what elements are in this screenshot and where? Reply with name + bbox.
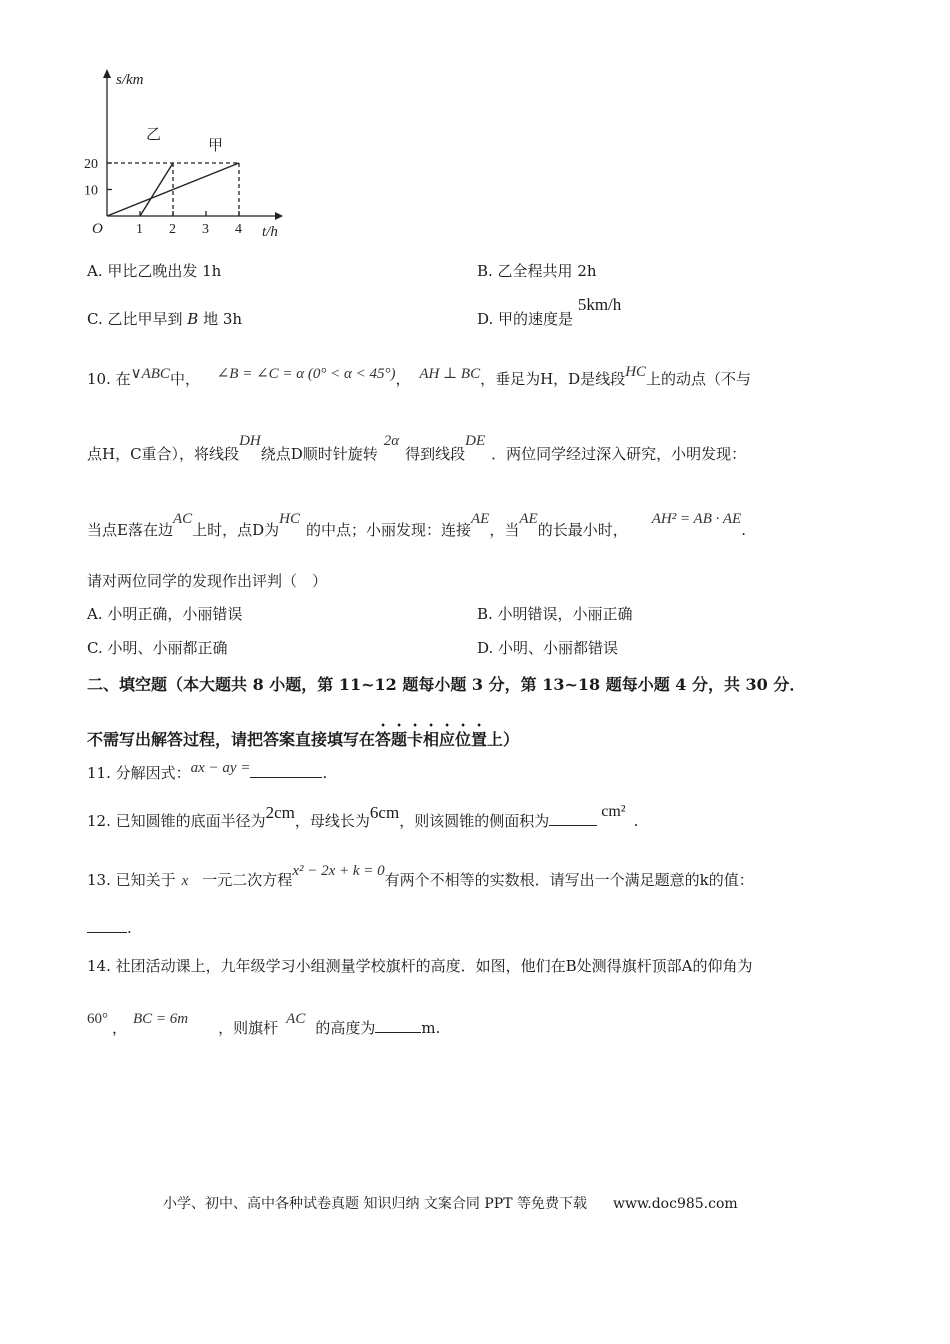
section2-line2-emphasis: 答题卡相应位置	[375, 730, 488, 749]
q12-line	[87, 803, 639, 831]
q9-option-c-post: 地 3h	[203, 310, 243, 328]
q14-unit: m.	[421, 1019, 441, 1037]
q10-l2-b: DH	[239, 433, 261, 449]
q10-line-1	[87, 364, 752, 389]
q14-post: 的高度为	[315, 1019, 376, 1037]
q9-option-c-var: B	[187, 310, 199, 328]
q14-ac: AC	[286, 1011, 306, 1027]
y-tick-label: 10	[84, 183, 98, 199]
q12-end: .	[633, 812, 639, 830]
footer-url[interactable]: www.doc985.com	[612, 1196, 738, 1212]
q10-l1-f: AH ⊥ BC	[419, 366, 481, 382]
q10-l1-a: 10. 在	[87, 370, 131, 388]
q10-l1-d: ∠B = ∠C = α (0° < α < 45°)	[216, 366, 396, 382]
q10-l2-a: 点H，C重合），将线段	[87, 445, 240, 463]
q10-l3-f: AE	[471, 511, 490, 527]
y-axis-arrow	[103, 69, 111, 78]
q13-var: x	[181, 873, 189, 889]
q10-l3-h: AE	[519, 511, 538, 527]
q10-l1-c: 中，	[169, 370, 200, 388]
q10-line-3	[87, 511, 746, 540]
x-axis-arrow	[275, 212, 283, 220]
q12-mid: ，母线长为	[294, 812, 370, 830]
q10-option-c: C. 小明、小丽都正确	[87, 639, 228, 657]
q10-l2-e: 得到线段	[405, 445, 466, 463]
q10-option-a: A. 小明正确，小丽错误	[87, 605, 243, 623]
q14-comma: ，	[112, 1019, 128, 1037]
origin-label: O	[92, 221, 103, 237]
q10-l3-k: .	[741, 521, 746, 539]
section2-line2-post: 上）	[487, 730, 520, 749]
series-label-yi: 乙	[146, 127, 162, 143]
x-tick-label: 1	[136, 222, 143, 237]
q9-option-a: A. 甲比乙晚出发 1h	[87, 262, 222, 280]
section2-line2-pre: 不需写出解答过程，请把答案直接填写在	[87, 730, 376, 749]
q10-l3-c: 上时，点D为	[192, 521, 280, 539]
q10-l1-e: ，	[395, 370, 411, 388]
q12-unit: cm²	[601, 803, 626, 820]
q12-post: ，则该圆锥的侧面积为	[399, 812, 550, 830]
q10-l3-j: AH² = AB · AE	[651, 511, 742, 527]
y-tick-label: 20	[84, 157, 98, 172]
q10-l2-d: 2α	[383, 433, 400, 449]
q10-line-2	[87, 433, 747, 464]
q11-post: .	[322, 764, 328, 782]
distance-time-chart	[80, 62, 310, 247]
q10-l1-b: ∨ABC	[130, 366, 170, 382]
q10-l3-e: 的中点；小丽发现：连接	[306, 521, 472, 539]
series-line-yi	[140, 163, 173, 216]
series-label-jia: 甲	[208, 138, 224, 154]
q10-l3-i: 的长最小时，	[537, 521, 628, 539]
q10-l1-g: ，垂足为H，D是线段	[480, 370, 626, 388]
q10-l3-b: AC	[172, 511, 193, 527]
page-footer	[163, 1193, 738, 1213]
q13-pre: 13. 已知关于	[87, 871, 176, 889]
q12-pre: 12. 已知圆锥的底面半径为	[87, 812, 266, 830]
q14-angle: 60°	[87, 1011, 108, 1027]
q13-answer-blank[interactable]	[87, 918, 127, 933]
q9-option-c-pre: C. 乙比甲早到	[87, 310, 183, 328]
q13-line-2	[87, 918, 132, 937]
q12-radius: 2cm	[265, 803, 295, 822]
q11-pre: 11. 分解因式：	[87, 764, 191, 782]
x-tick-label: 3	[202, 222, 209, 237]
q14-answer-blank[interactable]	[375, 1018, 421, 1033]
q13-mid: 一元二次方程	[202, 871, 293, 889]
q10-l2-g: ．两位同学经过深入研究，小明发现：	[491, 445, 747, 463]
q14-mid: ，则旗杆	[218, 1019, 279, 1037]
q9-option-d-pre: D. 甲的速度是	[477, 310, 574, 328]
q10-l3-g: ，当	[489, 521, 520, 539]
q10-l1-i: 上的动点（不与	[646, 370, 752, 388]
q10-option-b: B. 小明错误，小丽正确	[477, 605, 633, 623]
section2-heading-line2	[87, 720, 519, 750]
q9-option-d	[477, 295, 622, 329]
q11-line	[87, 762, 327, 783]
x-tick-label: 2	[169, 222, 176, 237]
section2-heading-line1: 二、填空题（本大题共 8 小题，第 11~12 题每小题 3 分，第 13~18 题每小题 4 分，共 30 分．	[87, 675, 806, 694]
q13-formula: x² − 2x + k = 0	[292, 863, 385, 879]
q10-l2-f: DE	[465, 433, 486, 449]
q13-line-1	[87, 863, 754, 890]
x-axis-label: t/h	[262, 224, 278, 240]
footer-text: 小学、初中、高中各种试卷真题 知识归纳 文案合同 PPT 等免费下载	[163, 1196, 587, 1212]
q14-line-2	[87, 1011, 441, 1038]
q11-answer-blank[interactable]	[250, 763, 322, 778]
q9-option-d-formula: 5km/h	[577, 295, 622, 314]
q13-post: 有两个不相等的实数根．请写出一个满足题意的k的值：	[384, 871, 754, 889]
q9-option-c	[87, 308, 242, 329]
q10-l1-h: HC	[625, 364, 647, 380]
q9-option-b: B. 乙全程共用 2h	[477, 262, 597, 280]
q14-bc: BC = 6m	[133, 1011, 189, 1027]
q10-line-4: 请对两位同学的发现作出评判（ ）	[87, 572, 328, 590]
q10-option-d: D. 小明、小丽都错误	[477, 639, 619, 657]
y-axis-label: s/km	[116, 72, 144, 88]
x-tick-label: 4	[235, 222, 242, 237]
q13-end: .	[127, 919, 132, 937]
q10-l2-c: 绕点D顺时针旋转	[260, 445, 378, 463]
q14-line-1: 14. 社团活动课上，九年级学习小组测量学校旗杆的高度．如图，他们在B处测得旗杆顶部A的仰角为	[87, 957, 753, 975]
q12-answer-blank[interactable]	[549, 811, 597, 826]
q10-l3-a: 当点E落在边	[87, 521, 173, 539]
q10-l3-d: HC	[279, 511, 300, 527]
q11-formula: ax − ay =	[190, 760, 251, 776]
q12-slant: 6cm	[369, 803, 400, 822]
